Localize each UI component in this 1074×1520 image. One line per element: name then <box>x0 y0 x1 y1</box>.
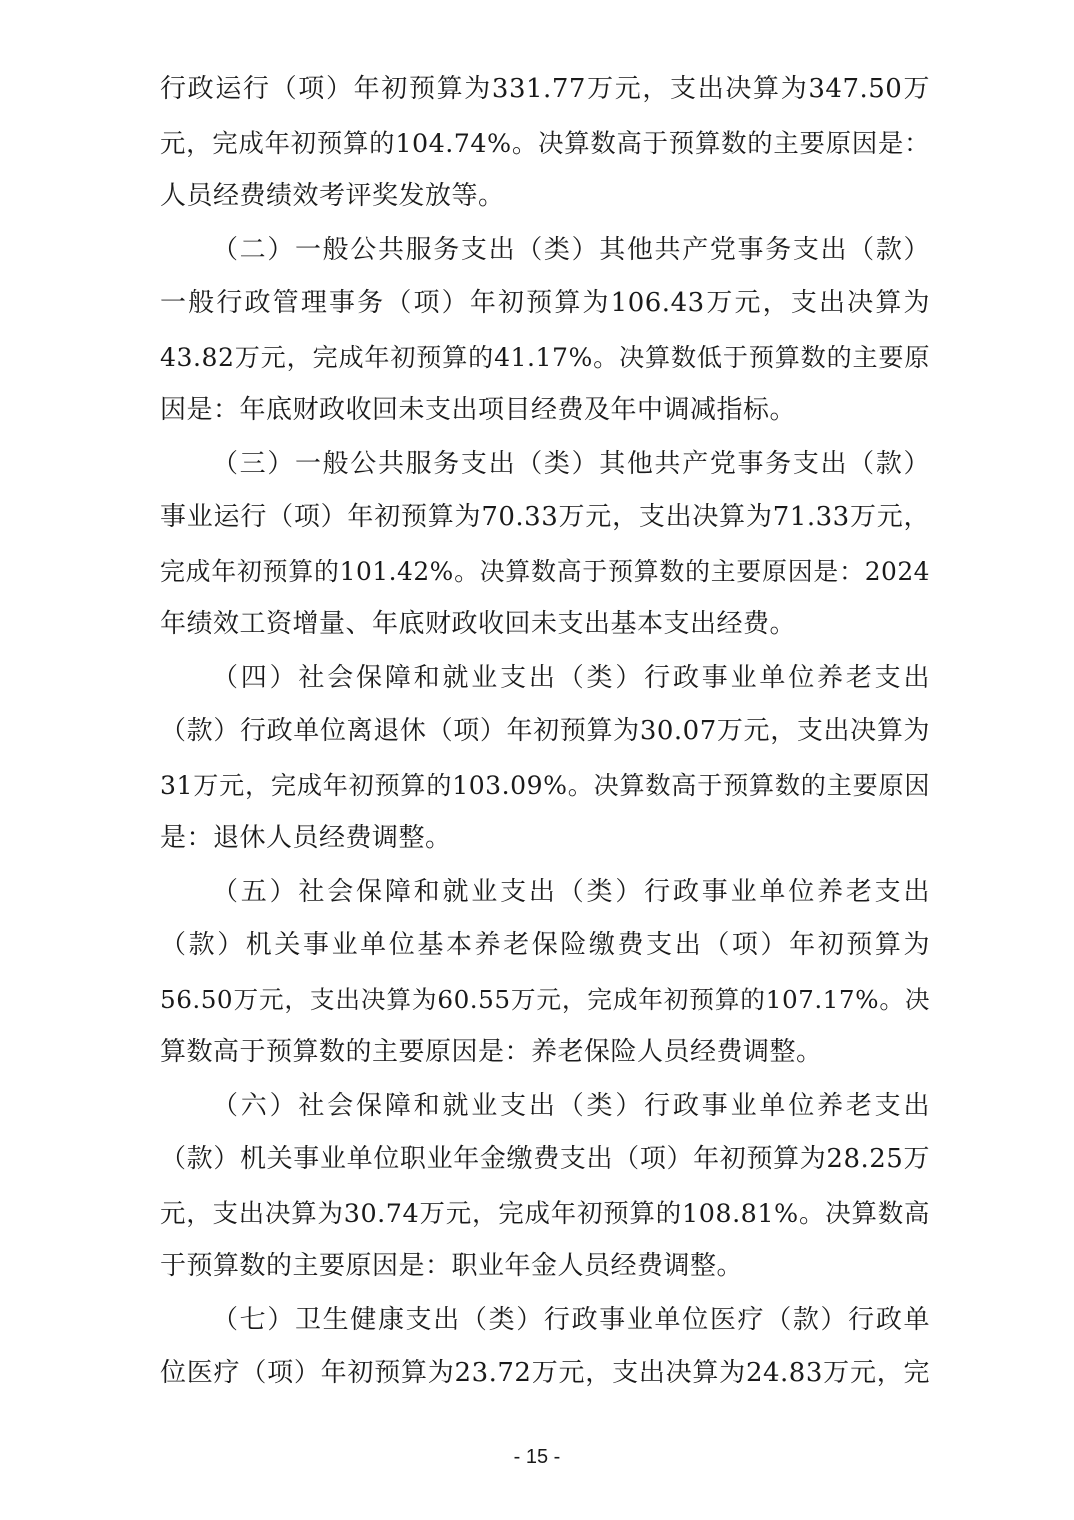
paragraph-first-line: （二）一般公共服务支出（类）其他共产党事务支出（款） <box>212 234 930 265</box>
paragraph-first-line: （六）社会保障和就业支出（类）行政事业单位养老支出 <box>212 1090 930 1121</box>
text-line: 事业运行（项）年初预算为70.33万元，支出决算为71.33万元， <box>160 502 930 532</box>
text-line: 于预算数的主要原因是：职业年金人员经费调整。 <box>160 1251 744 1281</box>
text-line: 43.82万元，完成年初预算的41.17%。决算数低于预算数的主要原 <box>160 342 930 372</box>
text-line: （款）行政单位离退休（项）年初预算为30.07万元，支出决算为 <box>160 716 930 746</box>
paragraph-first-line: （七）卫生健康支出（类）行政事业单位医疗（款）行政单 <box>212 1304 930 1335</box>
page-number: - 15 - <box>513 1446 561 1468</box>
text-line: 行政运行（项）年初预算为331.77万元，支出决算为347.50万 <box>160 74 930 104</box>
paragraph-first-line: （五）社会保障和就业支出（类）行政事业单位养老支出 <box>212 876 930 907</box>
text-line: 元，完成年初预算的104.74%。决算数高于预算数的主要原因是： <box>160 127 930 158</box>
text-line: 人员经费绩效考评奖发放等。 <box>160 181 505 211</box>
text-line: 是：退休人员经费调整。 <box>160 823 452 853</box>
text-line: 元，支出决算为30.74万元，完成年初预算的108.81%。决算数高 <box>160 1197 930 1228</box>
paragraph-first-line: （四）社会保障和就业支出（类）行政事业单位养老支出 <box>212 662 930 693</box>
text-line: （款）机关事业单位基本养老保险缴费支出（项）年初预算为 <box>160 930 930 960</box>
text-line: （款）机关事业单位职业年金缴费支出（项）年初预算为28.25万 <box>160 1144 930 1174</box>
text-line: 31万元，完成年初预算的103.09%。决算数高于预算数的主要原因 <box>160 770 930 800</box>
text-line: 年绩效工资增量、年底财政收回未支出基本支出经费。 <box>160 609 797 639</box>
text-line: 因是：年底财政收回未支出项目经费及年中调减指标。 <box>160 395 797 425</box>
text-line: 完成年初预算的101.42%。决算数高于预算数的主要原因是：2024 <box>160 556 930 586</box>
body-text <box>160 63 930 1401</box>
paragraph-first-line: （三）一般公共服务支出（类）其他共产党事务支出（款） <box>212 448 930 479</box>
text-line: 56.50万元，支出决算为60.55万元，完成年初预算的107.17%。决 <box>160 984 930 1014</box>
text-line: 算数高于预算数的主要原因是：养老保险人员经费调整。 <box>160 1037 823 1067</box>
text-line: 位医疗（项）年初预算为23.72万元，支出决算为24.83万元，完 <box>160 1358 930 1388</box>
text-line: 一般行政管理事务（项）年初预算为106.43万元，支出决算为 <box>160 288 930 318</box>
